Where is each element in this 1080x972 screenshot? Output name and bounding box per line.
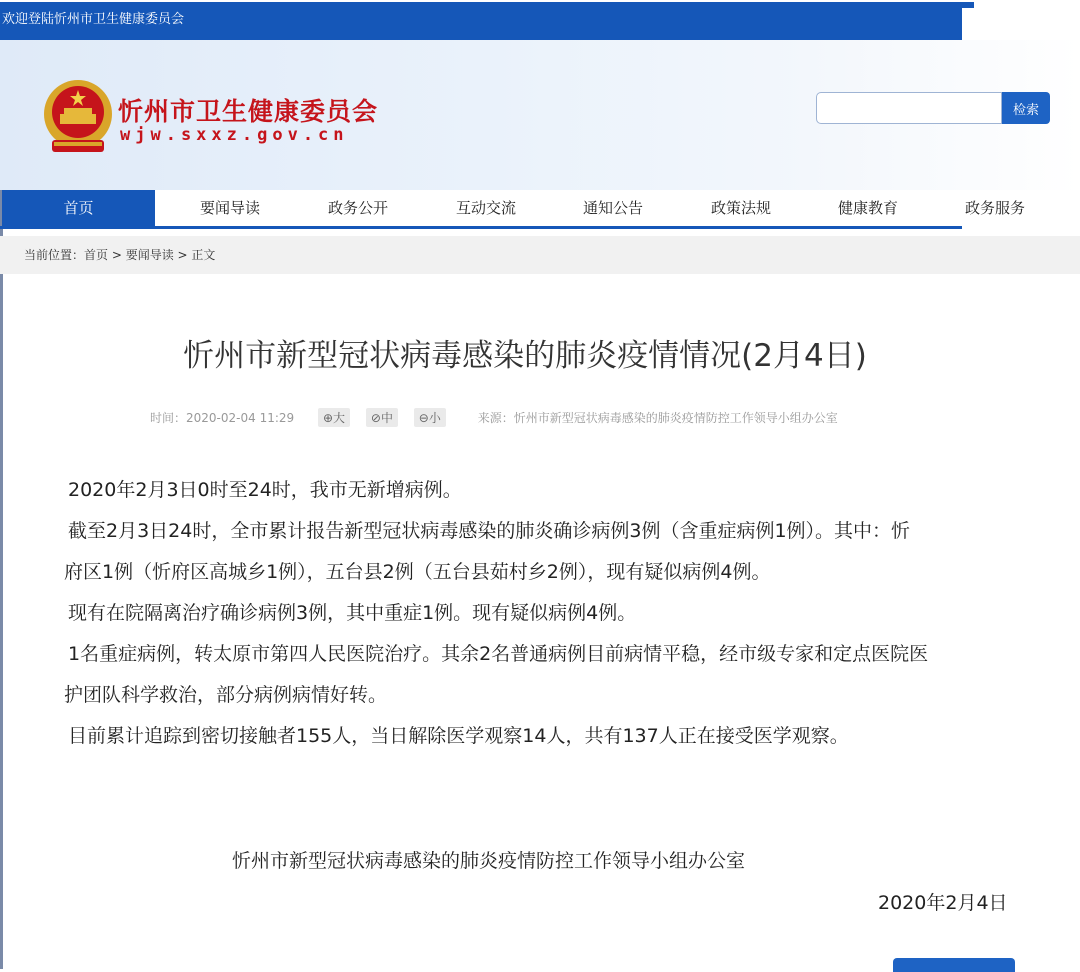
breadcrumb-home[interactable]: 首页 xyxy=(84,248,109,262)
time-label: 时间： xyxy=(150,411,187,425)
paragraph: 目前累计追踪到密切接触者155人，当日解除医学观察14人，共有137人正在接受医学观察。 xyxy=(68,725,849,747)
zoom-in-icon: ⊕ xyxy=(322,411,334,425)
welcome-bar xyxy=(0,2,962,40)
nav-item-services[interactable]: 政务服务 xyxy=(964,199,1025,217)
article-meta xyxy=(150,408,838,427)
welcome-bar-edge xyxy=(962,2,974,8)
nav-item-news[interactable]: 要闻导读 xyxy=(199,199,260,217)
font-size-medium-label: 中 xyxy=(380,411,393,425)
article-title: 忻州市新型冠状病毒感染的肺炎疫情情况(2月4日) xyxy=(183,338,867,374)
article-source: 忻州市新型冠状病毒感染的肺炎疫情防控工作领导小组办公室 xyxy=(513,411,838,425)
paragraph: 府区1例（忻府区高城乡1例），五台县2例（五台县茹村乡2例），现有疑似病例4例。 xyxy=(64,561,771,583)
font-size-large-button[interactable] xyxy=(318,408,350,427)
breadcrumb-current: 正文 xyxy=(191,248,216,262)
welcome-text: 欢迎登陆忻州市卫生健康委员会 xyxy=(2,12,185,27)
font-size-small-label: 小 xyxy=(428,411,441,425)
breadcrumb-section[interactable]: 要闻导读 xyxy=(125,248,174,262)
site-url[interactable]: wjw.sxxz.gov.cn xyxy=(120,125,349,145)
search-input[interactable] xyxy=(816,92,1002,124)
paragraph: 1名重症病例，转太原市第四人民医院治疗。其余2名普通病例目前病情平稳，经市级专家和定点医院医 xyxy=(68,643,929,665)
paragraph: 现有在院隔离治疗确诊病例3例，其中重症1例。现有疑似病例4例。 xyxy=(68,602,637,624)
nav-item-home[interactable]: 首页 xyxy=(2,190,155,226)
nav-item-health-edu[interactable]: 健康教育 xyxy=(837,199,898,217)
search-button[interactable]: 检索 xyxy=(1002,92,1050,124)
font-size-small-button[interactable] xyxy=(414,408,446,427)
publish-time: 2020-02-04 11:29 xyxy=(186,411,295,425)
article-signature: 忻州市新型冠状病毒感染的肺炎疫情防控工作领导小组办公室 xyxy=(232,850,746,872)
nav-item-gov-affairs[interactable]: 政务公开 xyxy=(327,199,388,217)
nav-item-interaction[interactable]: 互动交流 xyxy=(455,199,516,217)
article-date: 2020年2月4日 xyxy=(878,892,1008,914)
nav-item-notices[interactable]: 通知公告 xyxy=(582,199,643,217)
site-name[interactable]: 忻州市卫生健康委员会 xyxy=(118,97,379,126)
breadcrumb-sep: > xyxy=(108,248,126,262)
zoom-out-icon: ⊖ xyxy=(418,411,429,425)
font-size-medium-button[interactable] xyxy=(366,408,398,427)
font-size-large-label: 大 xyxy=(333,411,346,425)
share-button[interactable] xyxy=(893,958,1015,972)
article-body xyxy=(66,470,1016,757)
national-emblem-icon[interactable] xyxy=(42,78,114,158)
nav-item-policies[interactable]: 政策法规 xyxy=(710,199,771,217)
paragraph: 护团队科学救治，部分病例病情好转。 xyxy=(64,684,388,706)
main-nav xyxy=(0,190,1025,229)
paragraph: 2020年2月3日0时至24时，我市无新增病例。 xyxy=(68,479,462,501)
source-label: 来源： xyxy=(477,411,514,425)
paragraph: 截至2月3日24时，全市累计报告新型冠状病毒感染的肺炎确诊病例3例（含重症病例1例）。其中：忻 xyxy=(68,520,911,542)
breadcrumb-prefix: 当前位置： xyxy=(24,248,85,262)
breadcrumb xyxy=(0,236,1080,274)
zoom-reset-icon: ⊘ xyxy=(370,411,381,425)
breadcrumb-sep-2: > xyxy=(173,248,192,262)
